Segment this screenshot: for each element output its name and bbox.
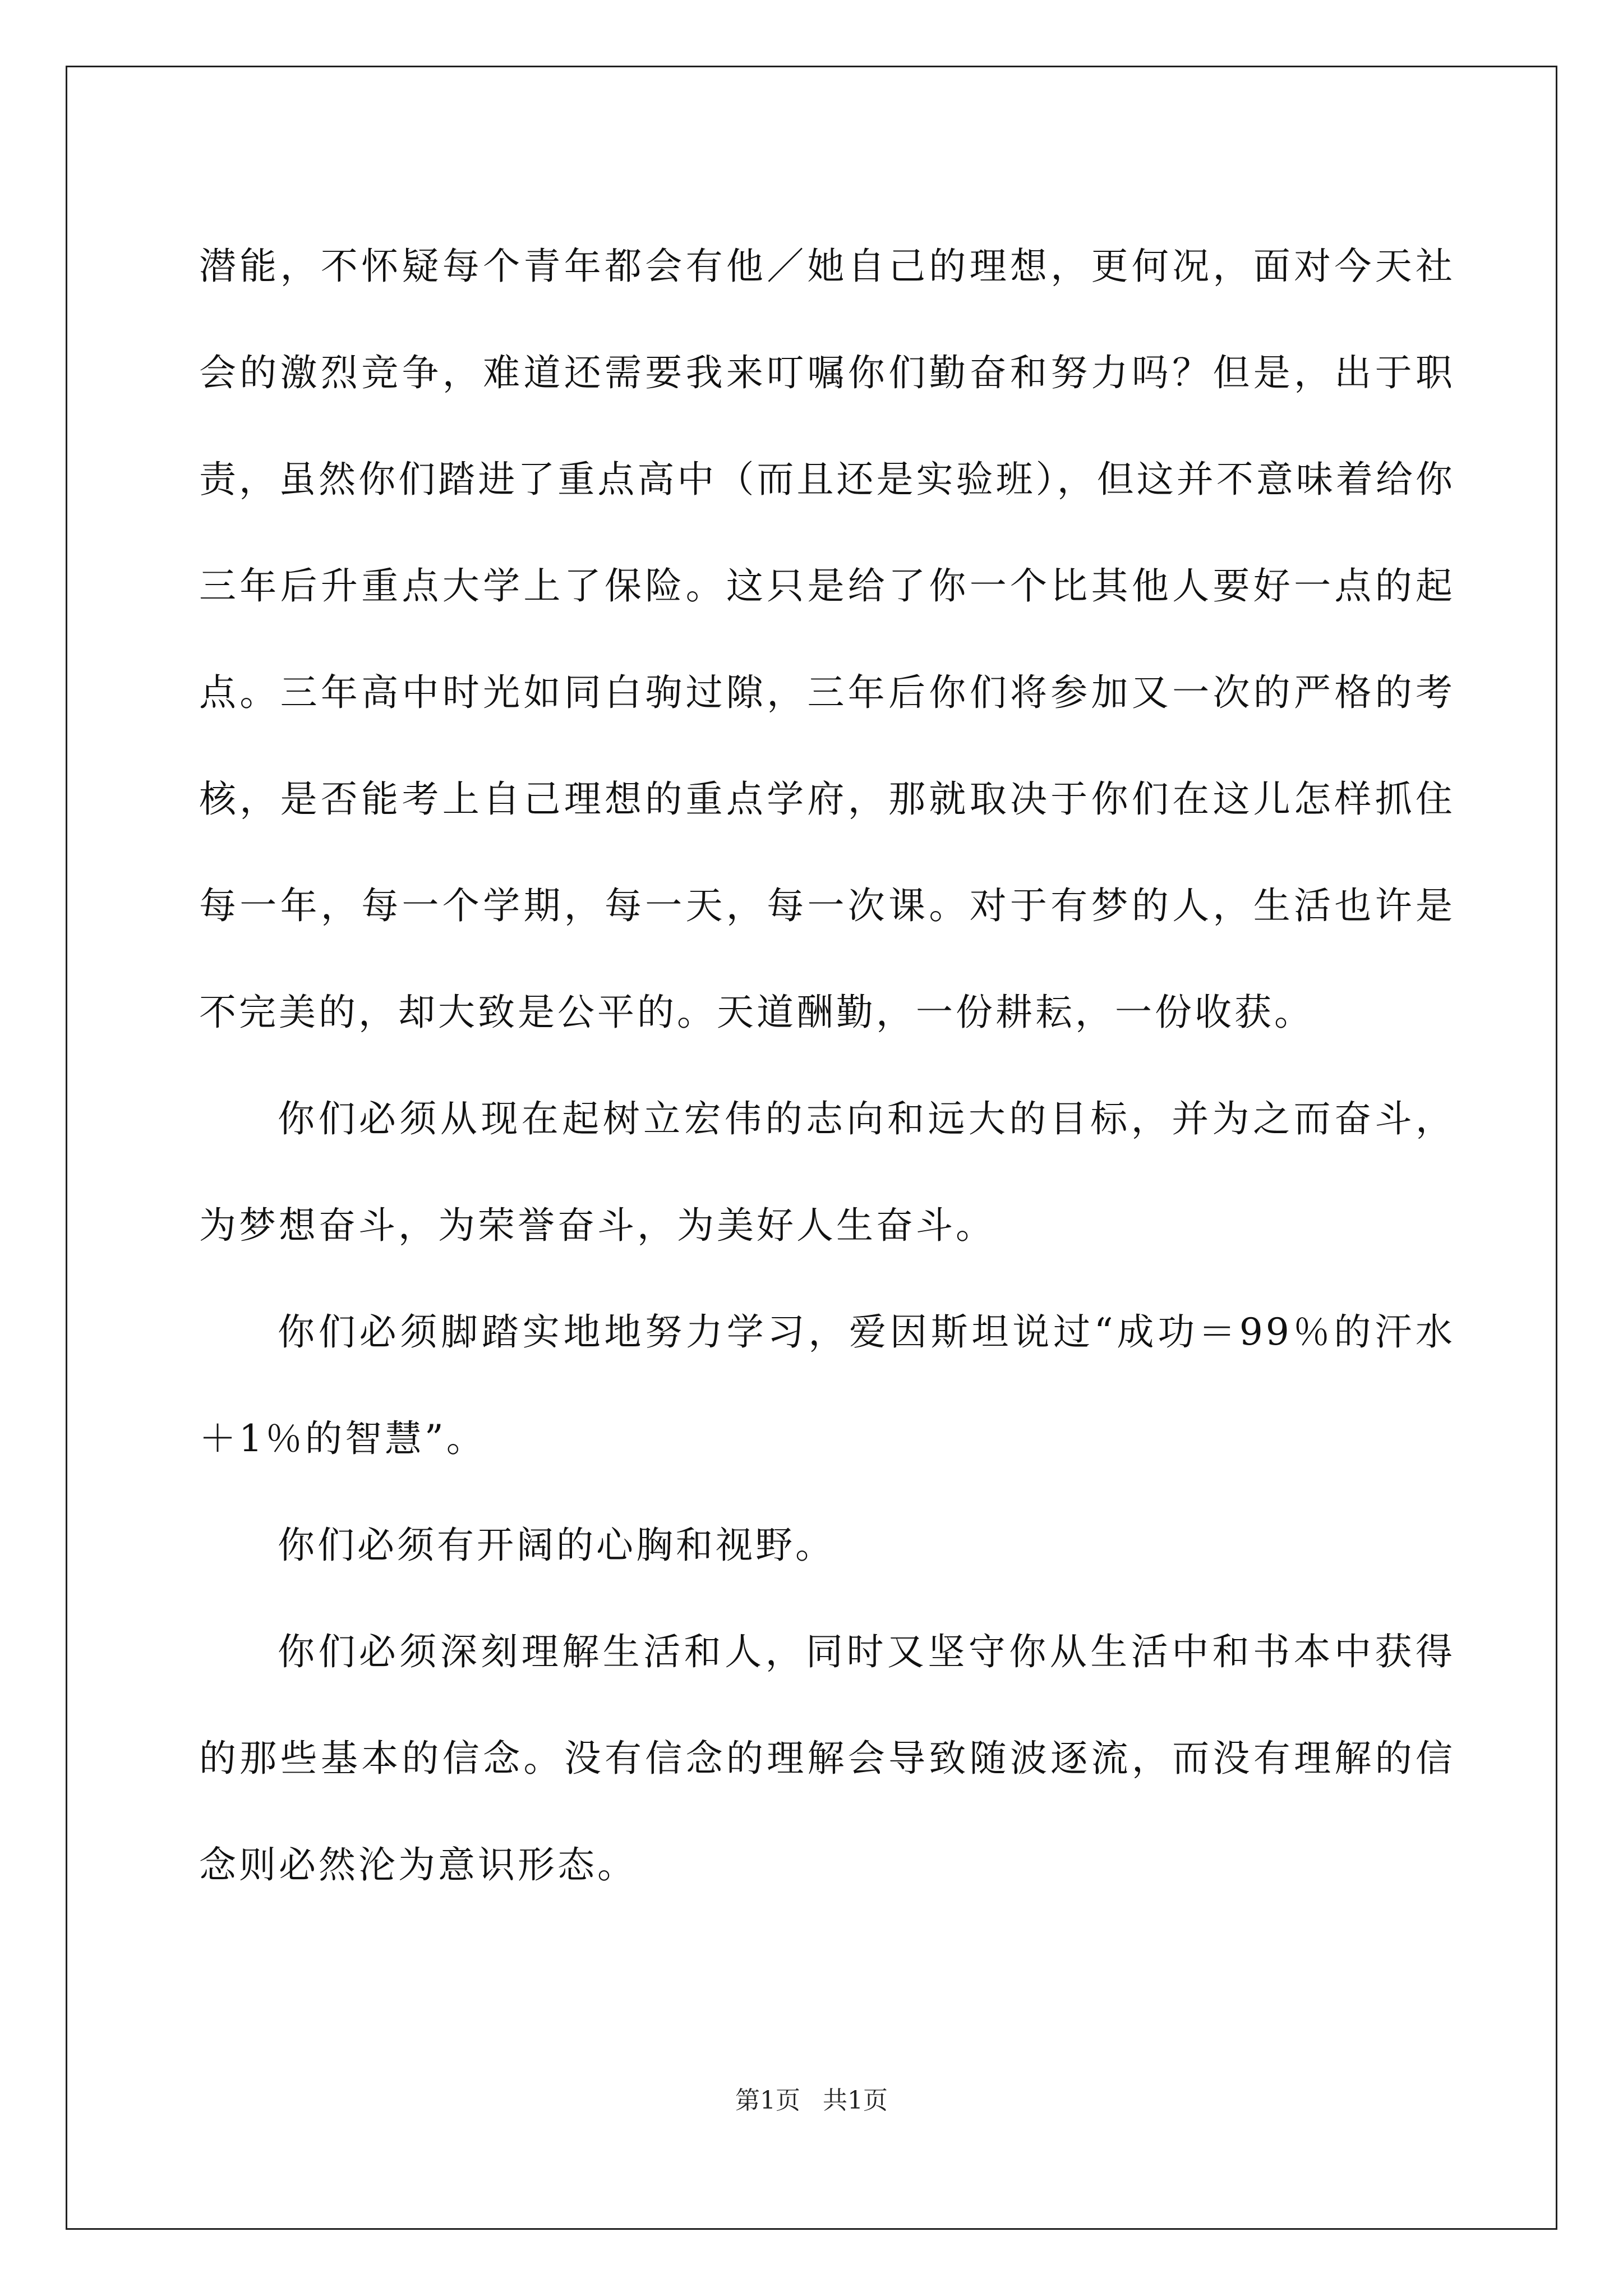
paragraph-2: 你们必须从现在起树立宏伟的志向和远大的目标，并为之而奋斗，为梦想奋斗，为荣誉奋斗，为美好人生奋斗。 — [199, 1097, 1455, 1247]
paragraph-4: 你们必须有开阔的心胸和视野。 — [278, 1524, 835, 1567]
paragraph-5: 你们必须深刻理解生活和人，同时又坚守你从生活中和书本中获得的那些基本的信念。没有信念的理解会导致随波逐流，而没有理解的信念则必然沦为意识形态。 — [199, 1630, 1455, 1887]
paragraph-1: 潜能，不怀疑每个青年都会有他／她自己的理想，更何况，面对今天社会的激烈竞争，难道还需要我来叮嘱你们勤奋和努力吗？但是，出于职责，虽然你们踏进了重点高中（而且还是实验班），但这并不意味着给你三年后升重点大学上了保险。这只是给了你一个比其他人要好一点的起点。三年高中时光如同白驹过隙，三年后你们将参加又一次的严格的考核，是否能考上自己理想的重点学府，那就取决于你们在这儿怎样抓住每一年，每一个学期，每一天，每一次课。对于有梦的人，生活也许是不完美的，却大致是公平的。天道酬勤，一份耕耘，一份收获。 — [199, 245, 1455, 1034]
page-total: 共1页 — [823, 2086, 888, 2115]
page-number: 第1页 — [735, 2086, 800, 2115]
document-body — [199, 213, 1455, 1918]
paragraph-3: 你们必须脚踏实地地努力学习，爱因斯坦说过“成功＝99％的汗水＋1％的智慧”。 — [199, 1310, 1455, 1460]
page-footer — [0, 2084, 1623, 2118]
